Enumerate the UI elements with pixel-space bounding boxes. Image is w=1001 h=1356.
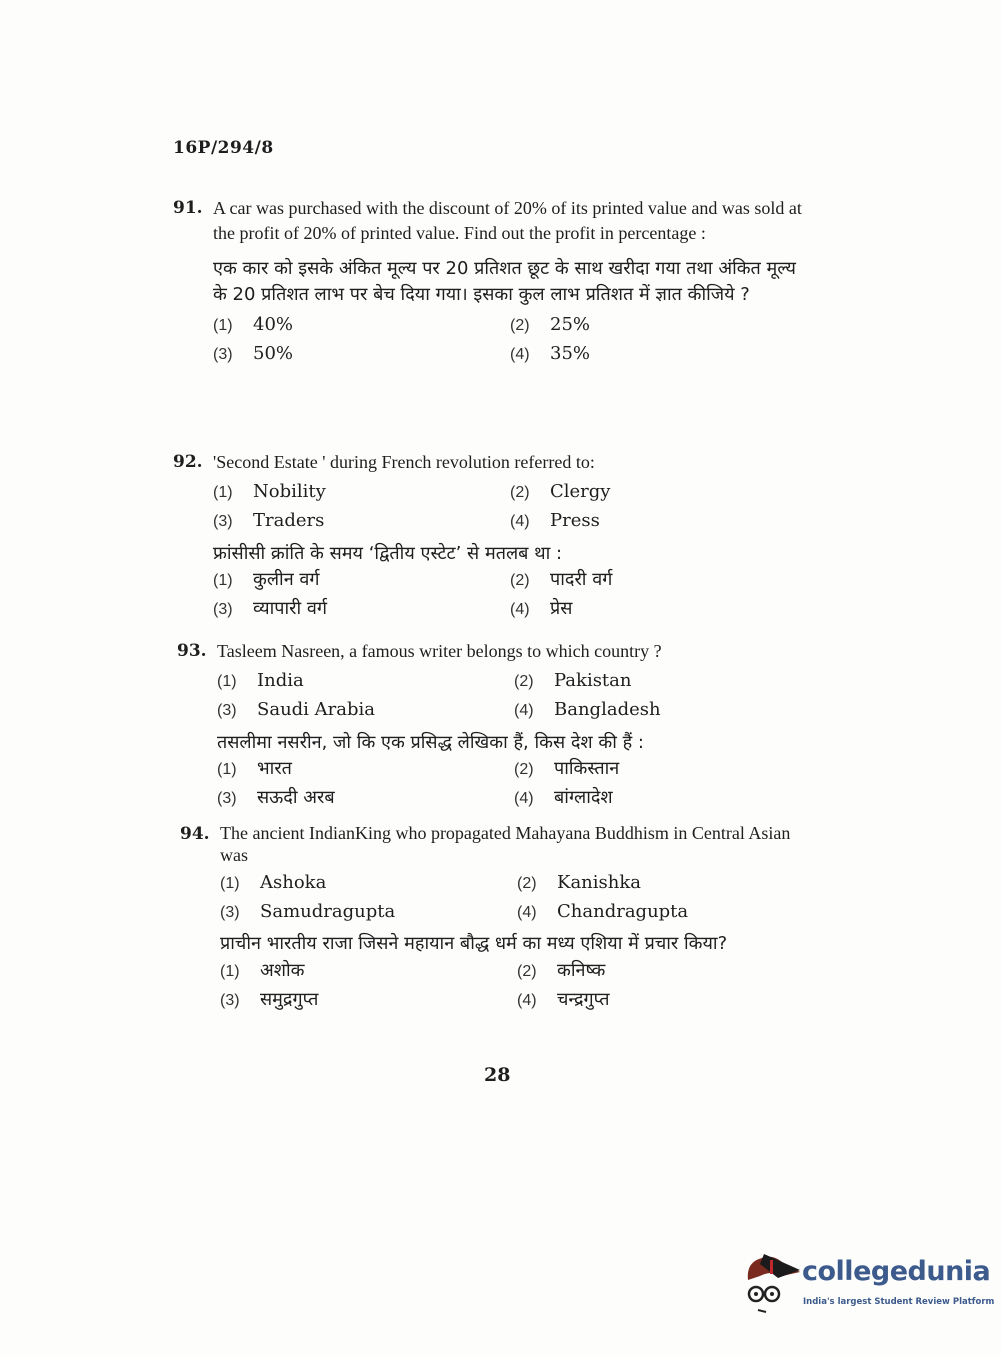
option-2: (2) Kanishka: [517, 872, 641, 893]
option-4-hi: (4) चन्द्रगुप्त: [517, 989, 610, 1010]
option-1-hi: (1) भारत: [217, 758, 292, 779]
question-text-en: 'Second Estate ' during French revolution referred to:: [213, 452, 595, 472]
option-3: (3) 50%: [213, 343, 294, 364]
option-2-hi: (2) कनिष्क: [517, 960, 606, 981]
option-3: (3) Samudragupta: [220, 901, 396, 922]
question-91: [173, 196, 813, 368]
question-text-hi: प्राचीन भारतीय राजा जिसने महायान बौद्ध धर्म का मध्य एशिया में प्रचार किया?: [220, 933, 728, 954]
option-1-hi: (1) कुलीन वर्ग: [213, 569, 320, 590]
option-1: (1) Nobility: [213, 481, 326, 502]
options-hi: [217, 756, 817, 812]
question-text-en: The ancient IndianKing who propagated Mahayana Buddhism in Central Asian was: [220, 823, 791, 865]
option-1: (1) Ashoka: [220, 872, 327, 893]
option-3: (3) Saudi Arabia: [217, 699, 376, 720]
paper-code: 16P/294/8: [173, 138, 274, 158]
question-text-hi: एक कार को इसके अंकित मूल्य पर 20 प्रतिशत छूट के साथ खरीदा गया तथा अंकित मूल्य के 20 प्रतिशत लाभ पर बेच दिया गया। इसका कुल लाभ प्रतिशत में ज्ञात कीजिये ?: [213, 258, 796, 305]
page-number: 28: [484, 1064, 511, 1086]
options-hi: [213, 567, 813, 623]
options: [213, 312, 813, 368]
question-number: 91.: [173, 198, 203, 218]
option-2-hi: (2) पादरी वर्ग: [510, 569, 613, 590]
question-number: 93.: [177, 641, 207, 661]
option-3-hi: (3) समुद्रगुप्त: [220, 989, 319, 1010]
option-3: (3) Traders: [213, 510, 325, 531]
question-text-en: A car was purchased with the discount of 20% of its printed value and was sold at the profit of 20% of printed value. Find out the profit in percentage :: [213, 198, 802, 243]
question-number: 94.: [180, 824, 210, 844]
options-en: [213, 479, 813, 535]
options-hi: [220, 958, 810, 1014]
question-93: [177, 639, 817, 812]
option-4: (4) Bangladesh: [514, 699, 661, 720]
option-4-hi: (4) बांग्लादेश: [514, 787, 613, 808]
option-3-hi: (3) सऊदी अरब: [217, 787, 335, 808]
option-2-hi: (2) पाकिस्तान: [514, 758, 620, 779]
option-3-hi: (3) व्यापारी वर्ग: [213, 598, 328, 619]
option-4: (4) Press: [510, 510, 600, 531]
option-1: (1) 40%: [213, 314, 294, 335]
brand-tagline: India's largest Student Review Platform: [803, 1297, 995, 1307]
option-2: (2) 25%: [510, 314, 591, 335]
option-1-hi: (1) अशोक: [220, 960, 305, 981]
brand-name: collegedunia: [802, 1256, 991, 1287]
question-92: [173, 450, 813, 623]
question-94: [180, 822, 810, 1014]
option-2: (2) Clergy: [510, 481, 611, 502]
question-text-hi: फ्रांसीसी क्रांति के समय ‘द्वितीय एस्टेट’ से मतलब था :: [213, 543, 563, 564]
collegedunia-logo: [742, 1250, 995, 1320]
option-4-hi: (4) प्रेस: [510, 598, 573, 619]
mascot-icon: [742, 1250, 802, 1315]
option-2: (2) Pakistan: [514, 670, 632, 691]
options-en: [220, 870, 810, 926]
question-text-hi: तसलीमा नसरीन, जो कि एक प्रसिद्ध लेखिका हैं, किस देश की हैं :: [217, 732, 644, 753]
question-text-en: Tasleem Nasreen, a famous writer belongs to which country ?: [217, 641, 662, 661]
option-4: (4) 35%: [510, 343, 591, 364]
options-en: [217, 668, 817, 724]
question-number: 92.: [173, 452, 203, 472]
option-1: (1) India: [217, 670, 304, 691]
option-4: (4) Chandragupta: [517, 901, 689, 922]
